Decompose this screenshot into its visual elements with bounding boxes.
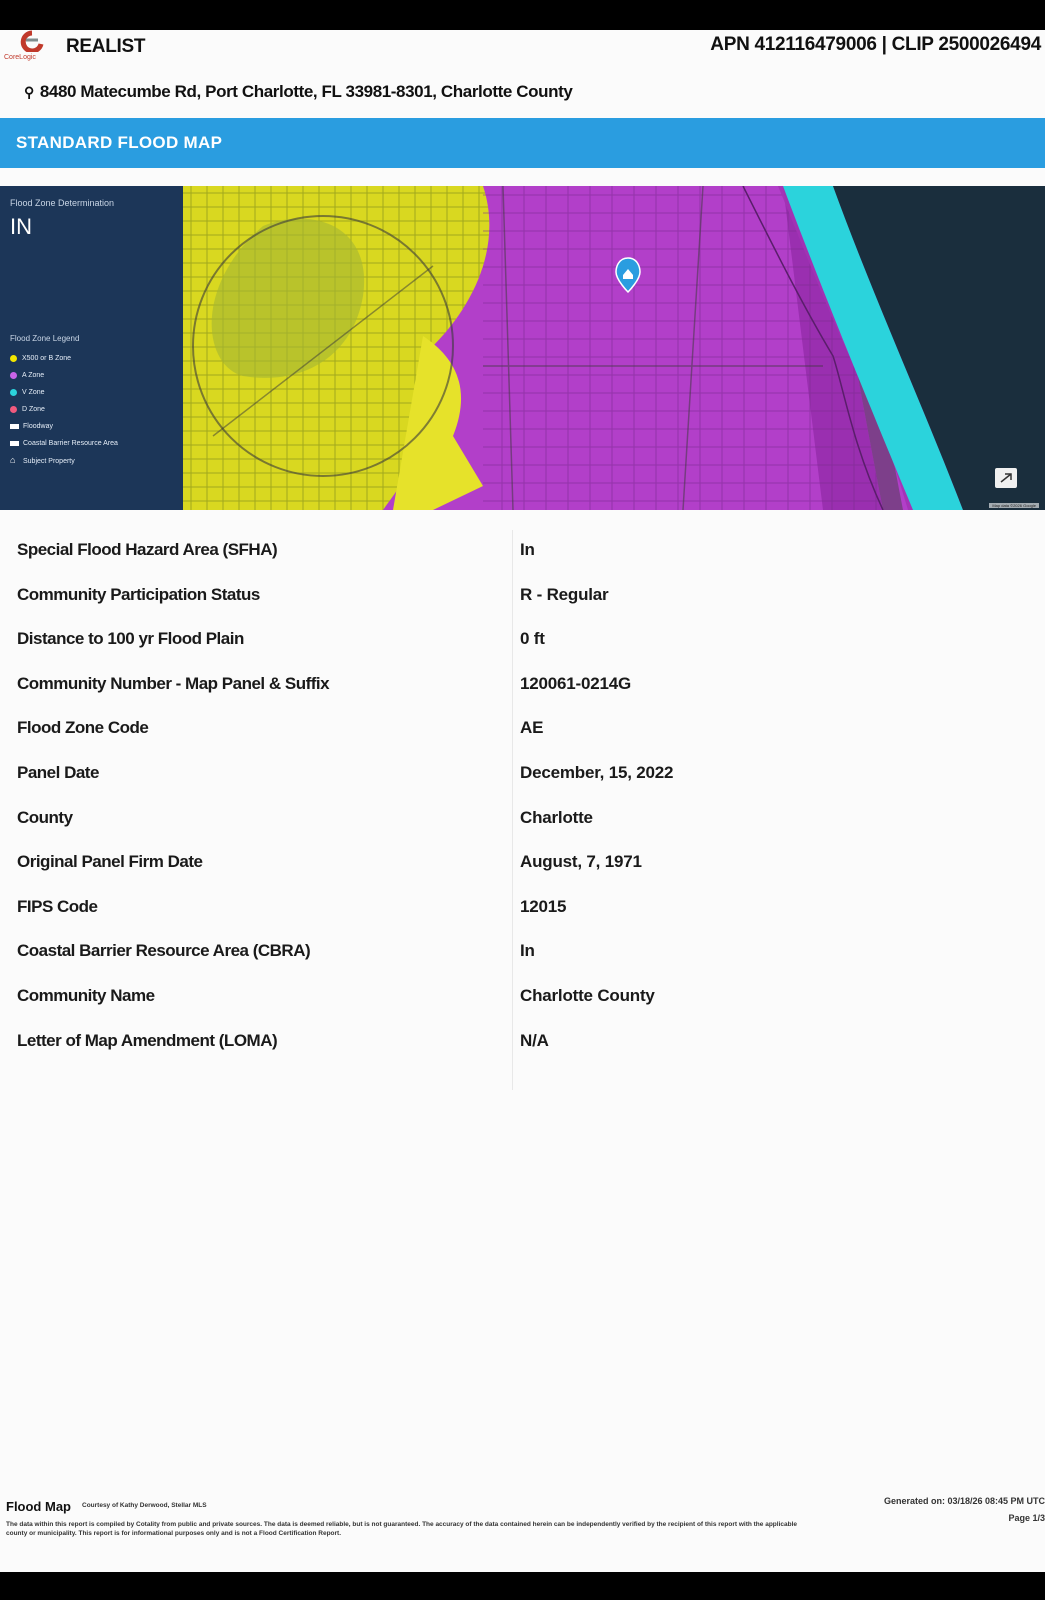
legend-item: Coastal Barrier Resource Area [10, 435, 118, 452]
home-icon: ⌂ [10, 455, 16, 465]
detail-row [0, 1021, 1045, 1066]
detail-label: County [17, 807, 73, 827]
detail-row [0, 931, 1045, 976]
zone-dot-icon [10, 355, 17, 362]
detail-value: 0 ft [520, 629, 545, 649]
detail-value: 120061-0214G [520, 673, 632, 693]
detail-row [0, 842, 1045, 887]
brand-name: REALIST [66, 36, 146, 57]
determination-label: Flood Zone Determination [10, 198, 115, 208]
legend-item: Floodway [10, 418, 118, 435]
detail-value: 12015 [520, 896, 567, 916]
detail-row [0, 619, 1045, 664]
detail-row [0, 575, 1045, 620]
page-number: Page 1/3 [1008, 1513, 1045, 1523]
legend-item: ⌂ Subject Property [10, 452, 118, 469]
flood-map-image[interactable] [183, 186, 1045, 510]
detail-row [0, 887, 1045, 932]
legend-title: Flood Zone Legend [10, 334, 80, 343]
detail-value: Charlotte County [520, 985, 655, 1005]
detail-label: Community Name [17, 985, 155, 1005]
report-footer [0, 1496, 1045, 1572]
property-address [24, 82, 572, 102]
legend-item: X500 or B Zone [10, 350, 118, 367]
detail-label: Special Flood Hazard Area (SFHA) [17, 540, 278, 559]
zone-dot-icon [10, 389, 17, 396]
detail-label: Letter of Map Amendment (LOMA) [17, 1030, 278, 1050]
generated-timestamp: Generated on: 03/18/26 08:45 PM UTC [883, 1496, 1045, 1506]
detail-row [0, 798, 1045, 843]
section-title: STANDARD FLOOD MAP [16, 133, 223, 152]
footer-title: Flood Map [6, 1499, 71, 1514]
detail-value: AE [520, 718, 544, 738]
detail-label: Flood Zone Code [17, 718, 149, 738]
detail-row [0, 753, 1045, 798]
detail-label: Distance to 100 yr Flood Plain [17, 629, 244, 649]
map-legend-panel [0, 186, 183, 510]
location-pin-icon: ⚲ [24, 84, 34, 100]
detail-value: Charlotte [520, 807, 593, 827]
corelogic-logo [4, 30, 56, 66]
legend-item: A Zone [10, 367, 118, 384]
logo-caption: CoreLogic [4, 54, 36, 61]
detail-value: In [520, 941, 535, 961]
legend-item: D Zone [10, 401, 118, 418]
detail-row [0, 530, 1045, 575]
section-banner [0, 118, 1045, 168]
detail-row [0, 976, 1045, 1021]
cbra-bar-icon [10, 441, 19, 446]
determination-value: IN [10, 214, 32, 239]
footer-courtesy: Courtesy of Kathy Derwood, Stellar MLS [82, 1502, 207, 1509]
detail-value: August, 7, 1971 [520, 852, 642, 872]
detail-value: In [520, 540, 535, 559]
flood-map [0, 186, 1045, 510]
zone-dot-icon [10, 406, 17, 413]
legend-item: V Zone [10, 384, 118, 401]
zone-dot-icon [10, 372, 17, 379]
floodway-bar-icon [10, 424, 19, 429]
address-text: 8480 Matecumbe Rd, Port Charlotte, FL 33981-8301, Charlotte County [39, 82, 573, 101]
detail-label: Community Participation Status [17, 584, 260, 604]
legend-list [10, 350, 118, 469]
detail-row [0, 664, 1045, 709]
detail-label: Coastal Barrier Resource Area (CBRA) [17, 941, 311, 961]
detail-label: Panel Date [17, 762, 99, 782]
detail-label: Community Number - Map Panel & Suffix [17, 673, 330, 693]
detail-value: R - Regular [520, 584, 609, 604]
logo-icon [12, 30, 52, 52]
report-page [0, 30, 1045, 1572]
apn-clip-ids: APN 412116479006 | CLIP 2500026494 [710, 34, 1041, 55]
map-attribution[interactable]: Map data ©2026 Google [989, 503, 1039, 508]
detail-label: Original Panel Firm Date [17, 852, 203, 872]
detail-row [0, 708, 1045, 753]
footer-disclaimer: The data within this report is compiled by Cotality from public and private sources. The data is deemed reliable, but is not guaranteed. The accuracy of the data contained herein can be independently verified by the recipient of this report with the applicable county or municipality. This report is for informational purposes only and is not a Flood Certification Report. [6, 1521, 797, 1537]
flood-details-table [0, 530, 1045, 1065]
detail-label: FIPS Code [17, 896, 98, 916]
detail-value: December, 15, 2022 [520, 762, 674, 782]
detail-value: N/A [520, 1030, 549, 1050]
